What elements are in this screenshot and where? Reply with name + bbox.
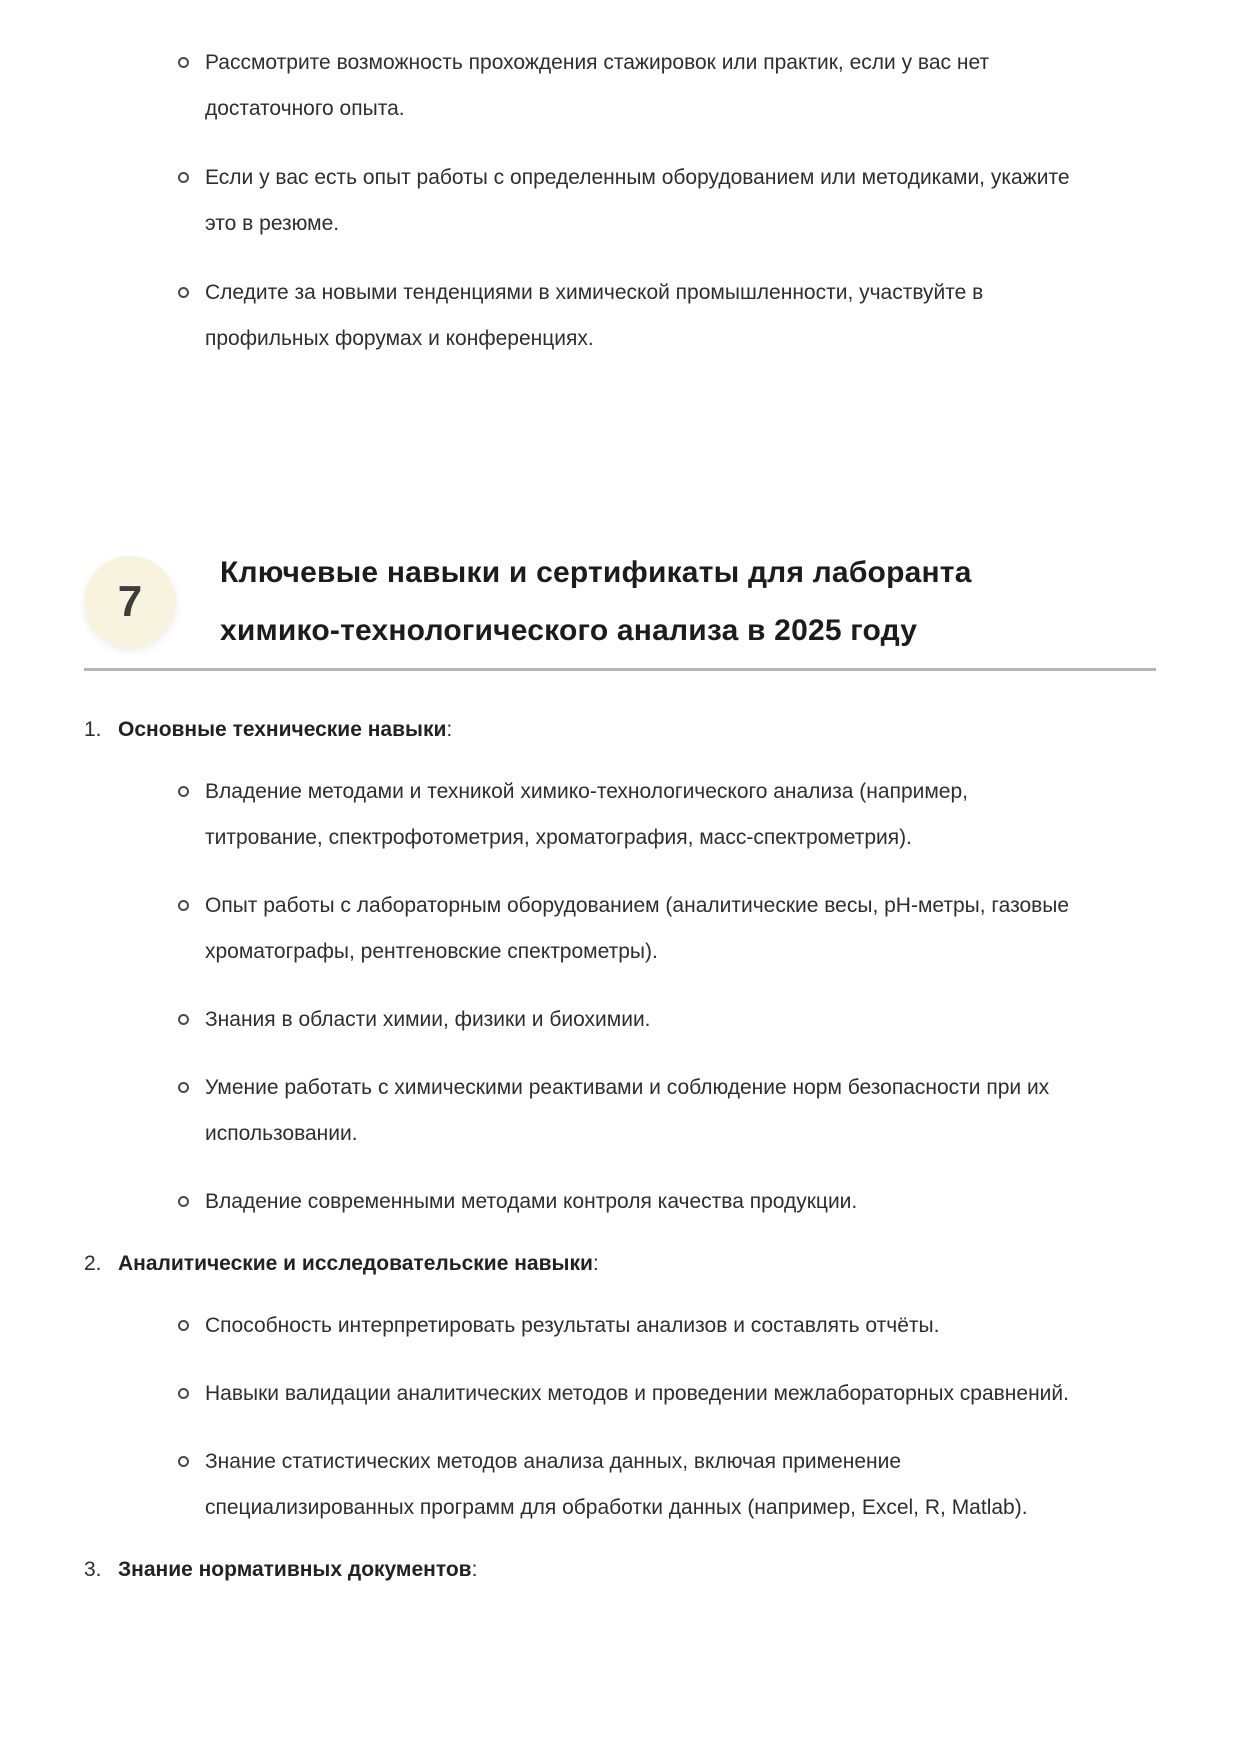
skill-group — [84, 707, 1156, 1225]
list-item — [84, 40, 1156, 132]
list-item-text: Владение методами и техникой химико-технологического анализа (например, титрование, спектрофотометрия, хроматография, масс-спектрометрия). — [205, 780, 968, 849]
list-item-text: Знание статистических методов анализа данных, включая применение специализированных программ для обработки данных (например, Excel, R, Matlab). — [205, 1450, 1028, 1519]
skill-group-colon: : — [471, 1558, 478, 1581]
intro-bullet-list — [84, 40, 1156, 362]
circle-bullet-icon — [178, 1196, 189, 1207]
list-item-text: Владение современными методами контроля качества продукции. — [205, 1190, 858, 1213]
list-item — [84, 270, 1156, 362]
skill-group-number: 3. — [84, 1558, 102, 1581]
skill-group-heading — [84, 1547, 1156, 1593]
list-item — [84, 1303, 1156, 1349]
list-item-text: Следите за новыми тенденциями в химической промышленности, участвуйте в профильных форумах и конференциях. — [205, 281, 984, 350]
section-number-badge: 7 — [84, 556, 176, 648]
skill-group — [84, 1547, 1156, 1593]
section-title: Ключевые навыки и сертификаты для лаборанта химико-технологического анализа в 2025 году — [220, 556, 972, 647]
list-item — [84, 1439, 1156, 1531]
list-item — [84, 155, 1156, 247]
section-divider — [84, 668, 1156, 671]
list-item — [84, 997, 1156, 1043]
list-item — [84, 883, 1156, 975]
list-item — [84, 1371, 1156, 1417]
circle-bullet-icon — [178, 1082, 189, 1093]
circle-bullet-icon — [178, 786, 189, 797]
skill-group-heading — [84, 1241, 1156, 1287]
skill-group — [84, 1241, 1156, 1531]
circle-bullet-icon — [178, 57, 189, 68]
section-header — [84, 544, 1156, 660]
list-item — [84, 1065, 1156, 1157]
list-item-text: Знания в области химии, физики и биохимии. — [205, 1008, 651, 1031]
list-item-text: Умение работать с химическими реактивами и соблюдение норм безопасности при их использовании. — [205, 1076, 1050, 1145]
skill-group-label: Аналитические и исследовательские навыки — [118, 1252, 593, 1275]
circle-bullet-icon — [178, 1456, 189, 1467]
circle-bullet-icon — [178, 1320, 189, 1331]
list-item — [84, 1179, 1156, 1225]
list-item-text: Если у вас есть опыт работы с определенным оборудованием или методиками, укажите это в резюме. — [205, 166, 1070, 235]
skill-group-number: 1. — [84, 718, 102, 741]
skill-group-heading — [84, 707, 1156, 753]
skills-numbered-list — [84, 707, 1156, 1593]
list-item-text: Опыт работы с лабораторным оборудованием (аналитические весы, pH-метры, газовые хроматографы, рентгеновские спектрометры). — [205, 894, 1070, 963]
skill-group-label: Знание нормативных документов — [118, 1558, 472, 1581]
list-item-text: Навыки валидации аналитических методов и проведении межлабораторных сравнений. — [205, 1382, 1069, 1405]
list-item — [84, 769, 1156, 861]
list-item-text: Способность интерпретировать результаты анализов и составлять отчёты. — [205, 1314, 940, 1337]
circle-bullet-icon — [178, 900, 189, 911]
skill-sub-list — [84, 1303, 1156, 1531]
skill-group-label: Основные технические навыки — [118, 718, 447, 741]
skill-group-colon: : — [446, 718, 453, 741]
circle-bullet-icon — [178, 1388, 189, 1399]
circle-bullet-icon — [178, 287, 189, 298]
skill-group-colon: : — [592, 1252, 599, 1275]
circle-bullet-icon — [178, 172, 189, 183]
circle-bullet-icon — [178, 1014, 189, 1025]
list-item-text: Рассмотрите возможность прохождения стажировок или практик, если у вас нет достаточного опыта. — [205, 51, 990, 120]
skill-sub-list — [84, 769, 1156, 1225]
skill-group-number: 2. — [84, 1252, 102, 1275]
